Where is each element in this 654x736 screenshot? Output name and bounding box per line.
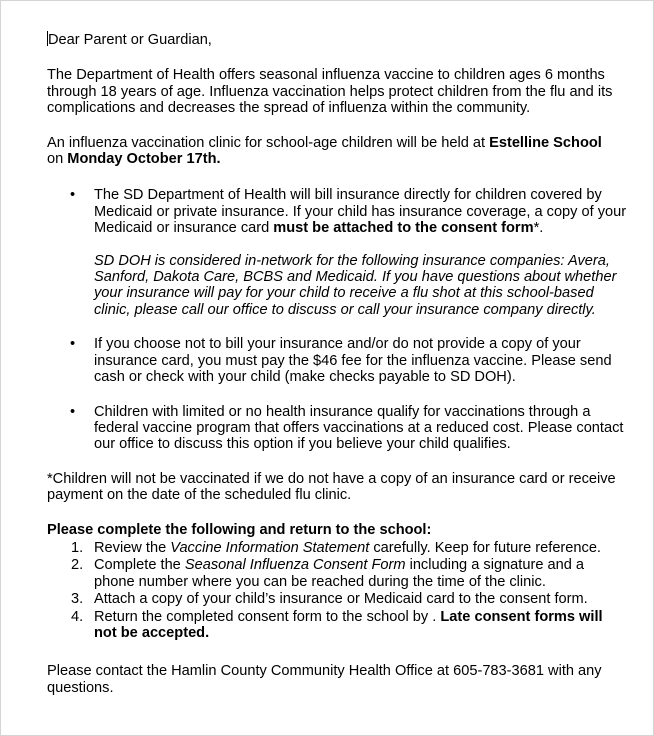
bullet-icon: • [70,187,76,204]
bullet-text-part: *. [533,220,544,237]
step-text: Return the completed consent form to the school by . [94,608,441,625]
step-italic: Vaccine Information Statement [170,539,370,556]
late-forms-warning: Late consent forms will not be accepted. [94,608,603,641]
bullet-icon: • [70,336,76,353]
step-text: Attach a copy of your child’s insurance or Medicaid card to the consent form. [94,591,588,608]
clinic-date: Monday October 17th. [67,151,221,168]
letter-body [47,31,627,696]
clinic-school: Estelline School [489,134,602,151]
list-item [47,336,627,385]
step-number: 4. [71,608,84,625]
closing-paragraph: Please contact the Hamlin County Community Health Office at 605-783-3681 with any questions. [47,663,602,696]
step-text: including a signature and a phone number where you can be reached during the time of the clinic. [94,557,585,590]
bullet-text: If you choose not to bill your insurance and/or do not provide a copy of your insurance card, you must pay the $46 fee for the influenza vaccine. Please send cash or check with your child (make checks payable to SD DOH). [94,336,612,386]
clinic-paragraph [47,135,627,168]
footnote: *Children will not be vaccinated if we do not have a copy of an insurance card or receive payment on the date of the scheduled flu clinic. [47,470,616,504]
in-network-note: SD DOH is considered in-network for the following insurance companies: Avera, Sanford, Dakota Care, BCBS and Medicaid. If you have questions about whether your insurance will pay for your child to receive a flu shot at this school-based clinic, please call our office to discuss or call your insurance company directly. [94,252,617,318]
list-item [47,187,627,318]
list-item [47,404,627,453]
insurance-bullet-list [47,187,627,452]
step-italic: Seasonal Influenza Consent Form [184,557,406,574]
steps-heading: Please complete the following and return to the school: [47,521,432,538]
bullet-icon: • [70,403,76,420]
step-text: Complete the [94,557,185,574]
list-item [47,540,627,556]
step-text: Review the [94,539,171,556]
consent-requirement: must be attached to the consent form [273,220,534,237]
list-item [47,591,627,607]
letter-greeting [47,31,627,48]
list-item [47,609,627,642]
bullet-text: Children with limited or no health insurance qualify for vaccinations through a federal vaccine program that offers vaccinations at a reduced cost. Please contact our office to discuss this option if you believe your child qualifies. [94,403,624,453]
step-number: 1. [71,539,84,556]
clinic-text: An influenza vaccination clinic for school-age children will be held at [47,134,490,151]
step-number: 3. [71,591,84,608]
step-number: 2. [71,557,84,574]
list-item [47,557,627,590]
clinic-on: on [47,151,68,168]
intro-paragraph: The Department of Health offers seasonal influenza vaccine to children ages 6 months through 18 years of age. Influenza vaccination helps protect children from the flu and its complications and decreases the spread of influenza within the community. [47,67,613,117]
step-text: carefully. Keep for future reference. [369,539,601,556]
bullet-text [94,187,627,236]
steps-list [47,540,627,641]
greeting-text: Dear Parent or Guardian, [48,32,212,48]
bullet-text-part: The SD Department of Health will bill insurance directly for children covered by Medicaid or private insurance. If your child has insurance coverage, a copy of your Medicaid or insurance card [94,187,627,237]
